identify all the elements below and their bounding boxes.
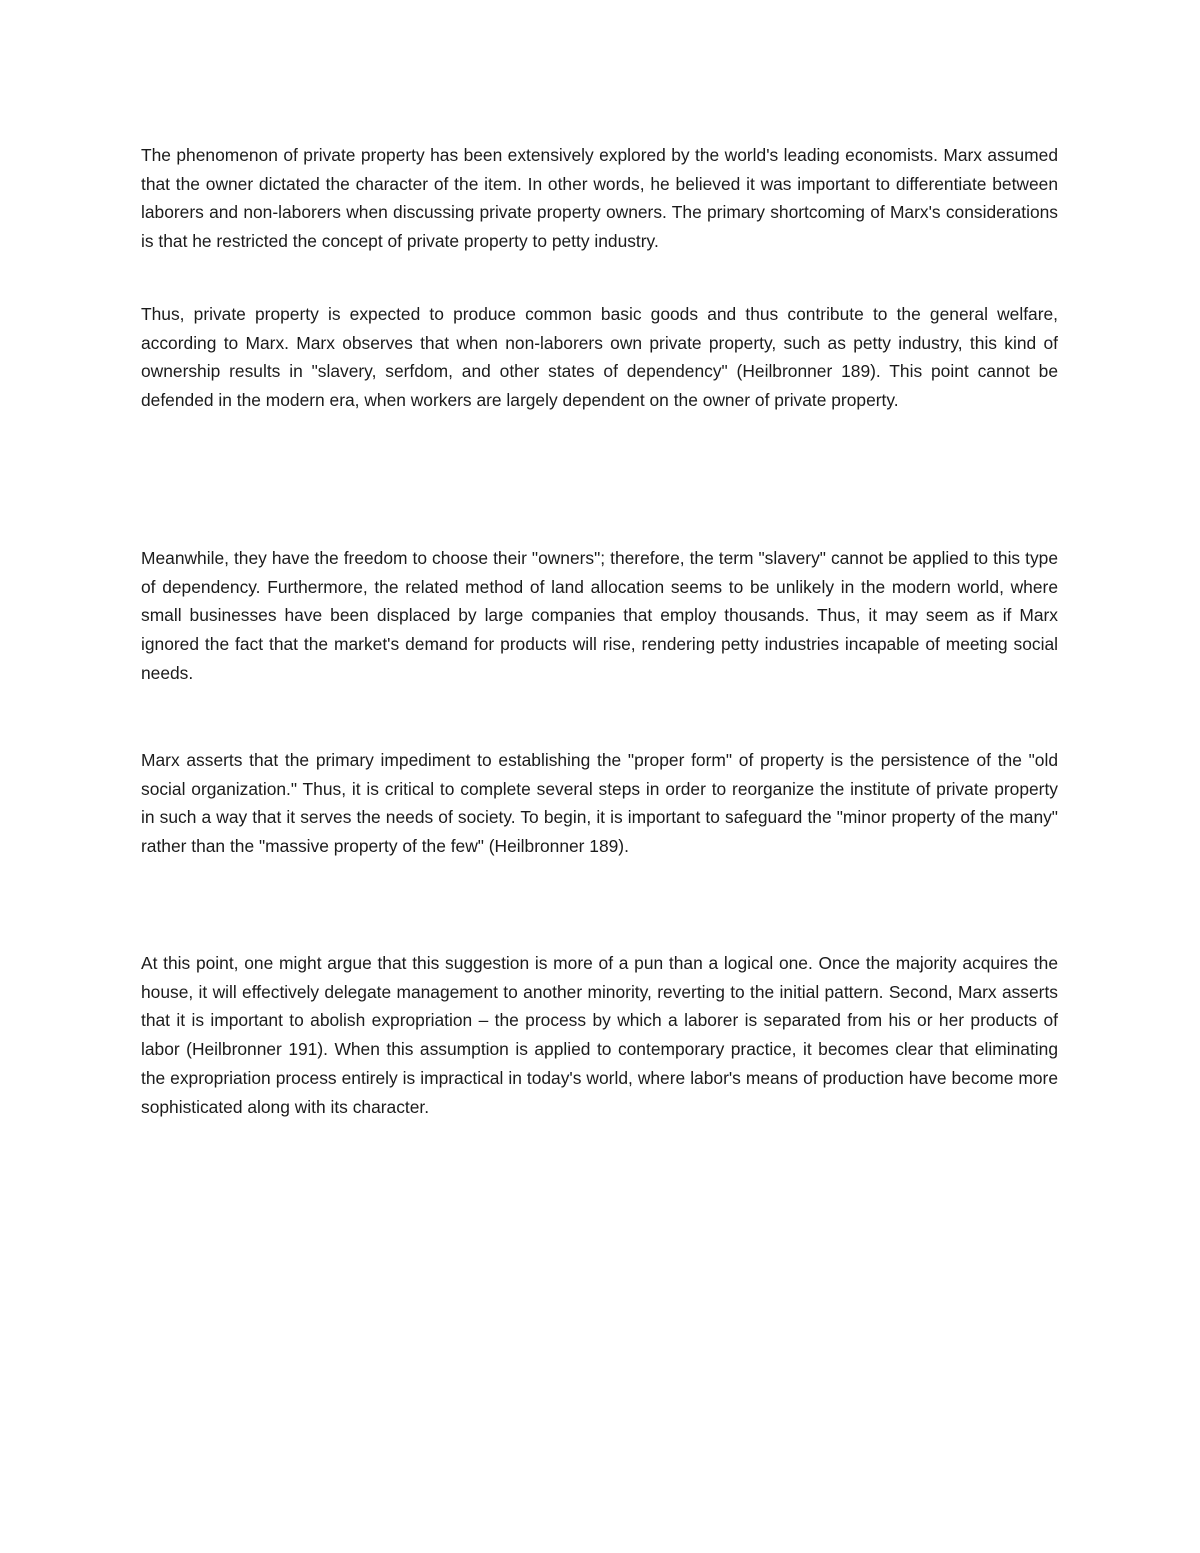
paragraph-1: The phenomenon of private property has been extensively explored by the world's leading economists. Marx assumed that the owner dictated the character of the item. In other words, he believed it was important to differentiate between laborers and non-laborers when discussing private property owners. The primary shortcoming of Marx's considerations is that he restricted the concept of private property to petty industry. [141, 145, 1058, 252]
paragraph-5: At this point, one might argue that this suggestion is more of a pun than a logical one. Once the majority acquires the house, it will effectively delegate management to another minority, reverting to the initial pattern. Second, Marx asserts that it is important to abolish expropriation – the process by which a laborer is separated from his or her products of labor (Heilbronner 191). When this assumption is applied to contemporary practice, it becomes clear that eliminating the expropriation process entirely is impractical in today's world, where labor's means of production have become more sophisticated along with its character. [141, 953, 1058, 1117]
paragraph-3: Meanwhile, they have the freedom to choose their "owners"; therefore, the term "slavery" cannot be applied to this type of dependency. Furthermore, the related method of land allocation seems to be unlikely in the modern world, where small businesses have been displaced by large companies that employ thousands. Thus, it may seem as if Marx ignored the fact that the market's demand for products will rise, rendering petty industries incapable of meeting social needs. [141, 548, 1058, 683]
paragraph-2: Thus, private property is expected to produce common basic goods and thus contribute to the general welfare, according to Marx. Marx observes that when non-laborers own private property, such as petty industry, this kind of ownership results in "slavery, serfdom, and other states of dependency" (Heilbronner 189). This point cannot be defended in the modern era, when workers are largely dependent on the owner of private property. [141, 304, 1058, 411]
paragraph-4: Marx asserts that the primary impediment to establishing the "proper form" of property is the persistence of the "old social organization." Thus, it is critical to complete several steps in order to reorganize the institute of private property in such a way that it serves the needs of society. To begin, it is important to safeguard the "minor property of the many" rather than the "massive property of the few" (Heilbronner 189). [141, 750, 1058, 857]
